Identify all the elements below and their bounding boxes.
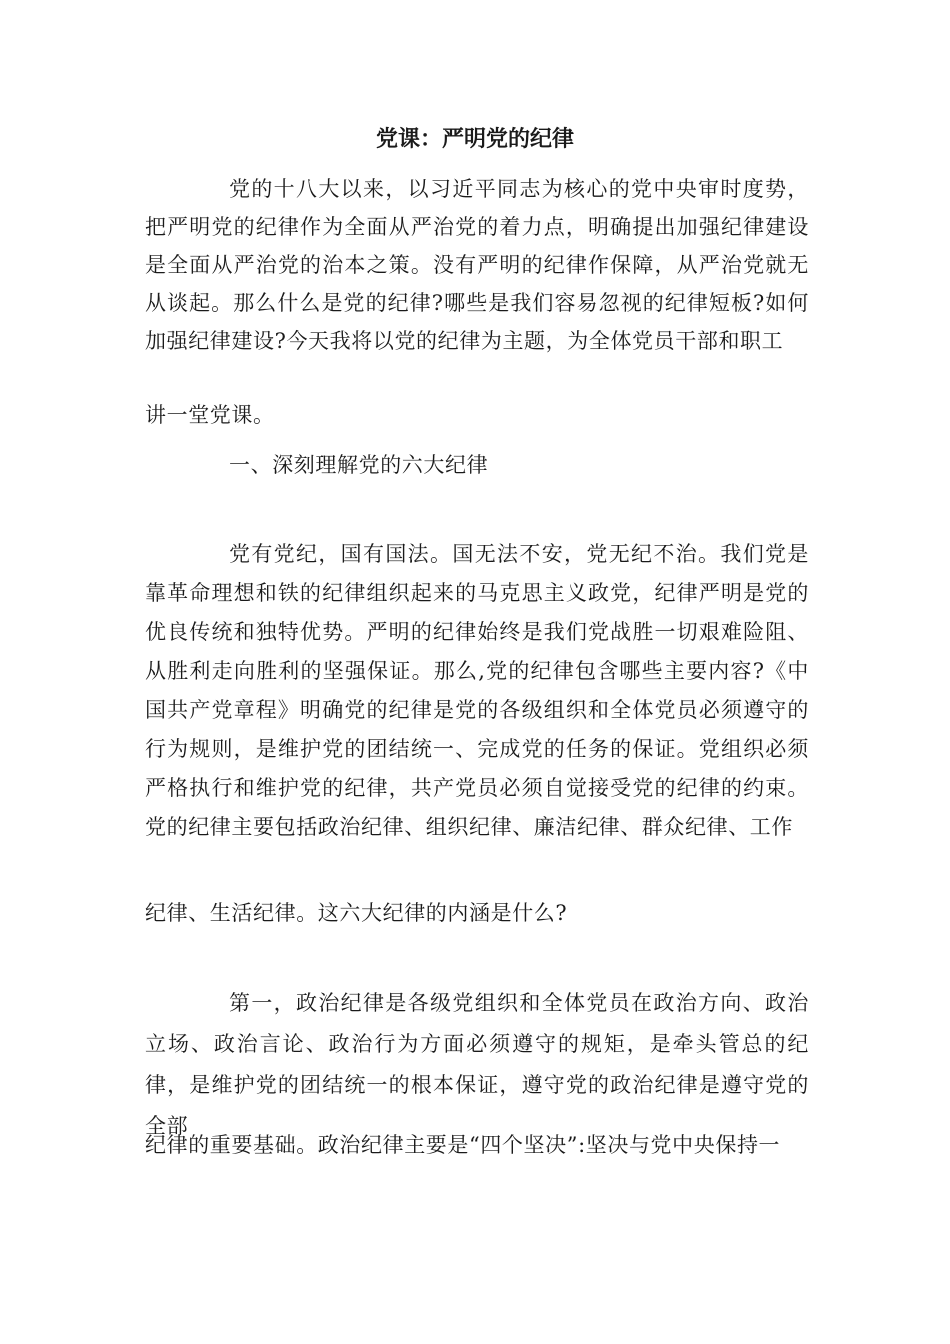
paragraph-political-discipline: 第一，政治纪律是各级党组织和全体党员在政治方向、政治立场、政治言论、政治行为方面必须遵守的规矩，是牵头管总的纪律，是维护党的团结统一的根本保证，遵守党的政治纪律是遵守党的全部 bbox=[145, 991, 809, 1138]
paragraph-party-discipline: 党有党纪，国有国法。国无法不安，党无纪不治。我们党是靠革命理想和铁的纪律组织起来的马克思主义政党，纪律严明是党的优良传统和独特优势。严明的纪律始终是我们党战胜一切艰难险阻、从胜利走向胜利的坚强保证。那么,党的纪律包含哪些主要内容?《中国共产党章程》明确党的纪律是党的各级组织和全体党员必须遵守的行为规则，是维护党的团结统一、完成党的任务的保证。党组织必须严格执行和维护党的纪律，共产党员必须自觉接受党的纪律的约束。党的纪律主要包括政治纪律、组织纪律、廉洁纪律、群众纪律、工作 bbox=[145, 542, 809, 839]
paragraph-party-discipline-tail: 纪律、生活纪律。这六大纪律的内涵是什么? bbox=[145, 901, 568, 925]
paragraph-intro: 党的十八大以来，以习近平同志为核心的党中央审时度势，把严明党的纪律作为全面从严治党的着力点，明确提出加强纪律建设是全面从严治党的治本之策。没有严明的纪律作保障，从严治党就无从谈起。那么什么是党的纪律?哪些是我们容易忽视的纪律短板?如何加强纪律建设?今天我将以党的纪律为主题，为全体党员干部和职工 bbox=[145, 177, 809, 353]
paragraph-political-discipline-tail: 纪律的重要基础。政治纪律主要是“四个坚决”:坚决与党中央保持一 bbox=[145, 1133, 781, 1157]
document-title: 党课：严明党的纪律 bbox=[375, 127, 574, 152]
section-heading-six-disciplines: 一、深刻理解党的六大纪律 bbox=[229, 453, 489, 477]
paragraph-intro-tail: 讲一堂党课。 bbox=[145, 403, 275, 427]
